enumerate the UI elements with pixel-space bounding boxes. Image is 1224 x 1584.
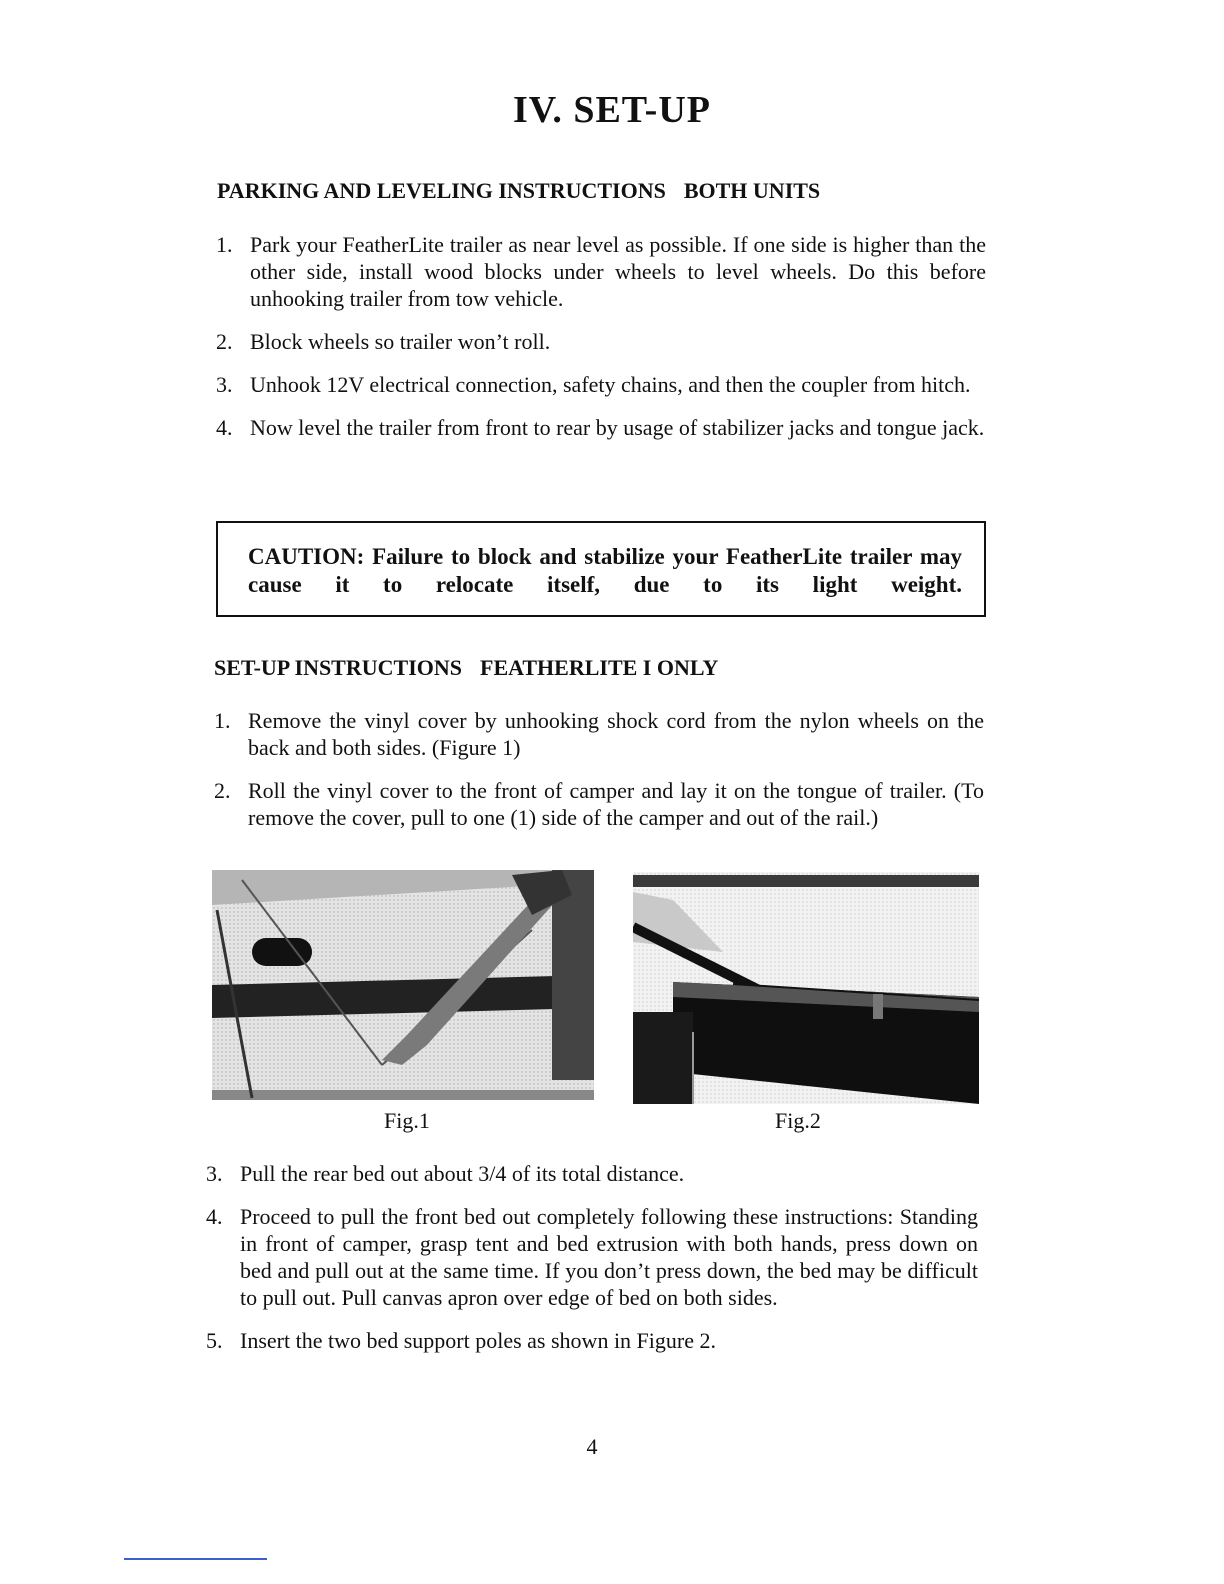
setup-steps-list-a: [214, 707, 984, 847]
step-number: 1.: [216, 232, 233, 257]
caution-text: CAUTION: Failure to block and stabilize your FeatherLite trailer may cause it to relocate itself, due to its light weight.: [248, 544, 962, 597]
list-item: [214, 777, 984, 831]
list-item: [206, 1327, 978, 1354]
step-text: Block wheels so trailer won’t roll.: [250, 329, 551, 354]
list-item: [206, 1203, 978, 1311]
page-number: 4: [586, 1434, 598, 1459]
step-number: 1.: [214, 708, 231, 733]
step-number: 4.: [206, 1204, 223, 1229]
step-number: 3.: [216, 372, 233, 397]
figure-1-image: [212, 870, 594, 1100]
step-number: 5.: [206, 1328, 223, 1353]
parking-section-heading: [217, 178, 820, 204]
setup-heading-right: FEATHERLITE I ONLY: [480, 655, 719, 680]
figure-2-photo: [633, 872, 979, 1104]
step-text: Roll the vinyl cover to the front of camper and lay it on the tongue of trailer. (To remove the cover, pull to one (1) side of the camper and out of the rail.): [248, 778, 984, 830]
step-text: Now level the trailer from front to rear by usage of stabilizer jacks and tongue jack.: [250, 415, 985, 440]
step-text: Remove the vinyl cover by unhooking shock cord from the nylon wheels on the back and both sides. (Figure 1): [248, 708, 984, 760]
list-item: [214, 707, 984, 761]
step-number: 2.: [214, 778, 231, 803]
step-number: 3.: [206, 1161, 223, 1186]
list-item: [216, 371, 986, 398]
list-item: [216, 414, 986, 441]
setup-heading-left: SET-UP INSTRUCTIONS: [214, 655, 462, 680]
step-text: Unhook 12V electrical connection, safety chains, and then the coupler from hitch.: [250, 372, 971, 397]
figure-2-caption: Fig.2: [775, 1108, 821, 1133]
step-text: Proceed to pull the front bed out completely following these instructions: Standing in front of camper, grasp tent and bed extrusion with both hands, press down on bed and pull out at the same time. If you don’t press down, the bed may be difficult to pull out. Pull canvas apron over edge of bed on both sides.: [240, 1204, 978, 1310]
figure-1-photo: [212, 870, 594, 1100]
setup-steps-list-b: [206, 1160, 978, 1370]
caution-box: [216, 521, 986, 617]
parking-steps-list: [216, 231, 986, 457]
step-number: 2.: [216, 329, 233, 354]
step-text: Park your FeatherLite trailer as near level as possible. If one side is higher than the other side, install wood blocks under wheels to level wheels. Do this before unhooking trailer from tow vehicle.: [250, 232, 986, 311]
step-number: 4.: [216, 415, 233, 440]
setup-section-heading: [214, 655, 718, 681]
list-item: [206, 1160, 978, 1187]
step-text: Pull the rear bed out about 3/4 of its total distance.: [240, 1161, 685, 1186]
parking-heading-right: BOTH UNITS: [683, 178, 821, 203]
parking-heading-left: PARKING AND LEVELING INSTRUCTIONS: [217, 178, 666, 203]
bottom-divider: [124, 1558, 267, 1560]
figure-2-image: [633, 872, 979, 1104]
step-text: Insert the two bed support poles as shown in Figure 2.: [240, 1328, 716, 1353]
figure-1-caption: Fig.1: [384, 1108, 430, 1133]
list-item: [216, 231, 986, 312]
page-title: IV. SET-UP: [513, 89, 711, 131]
list-item: [216, 328, 986, 355]
